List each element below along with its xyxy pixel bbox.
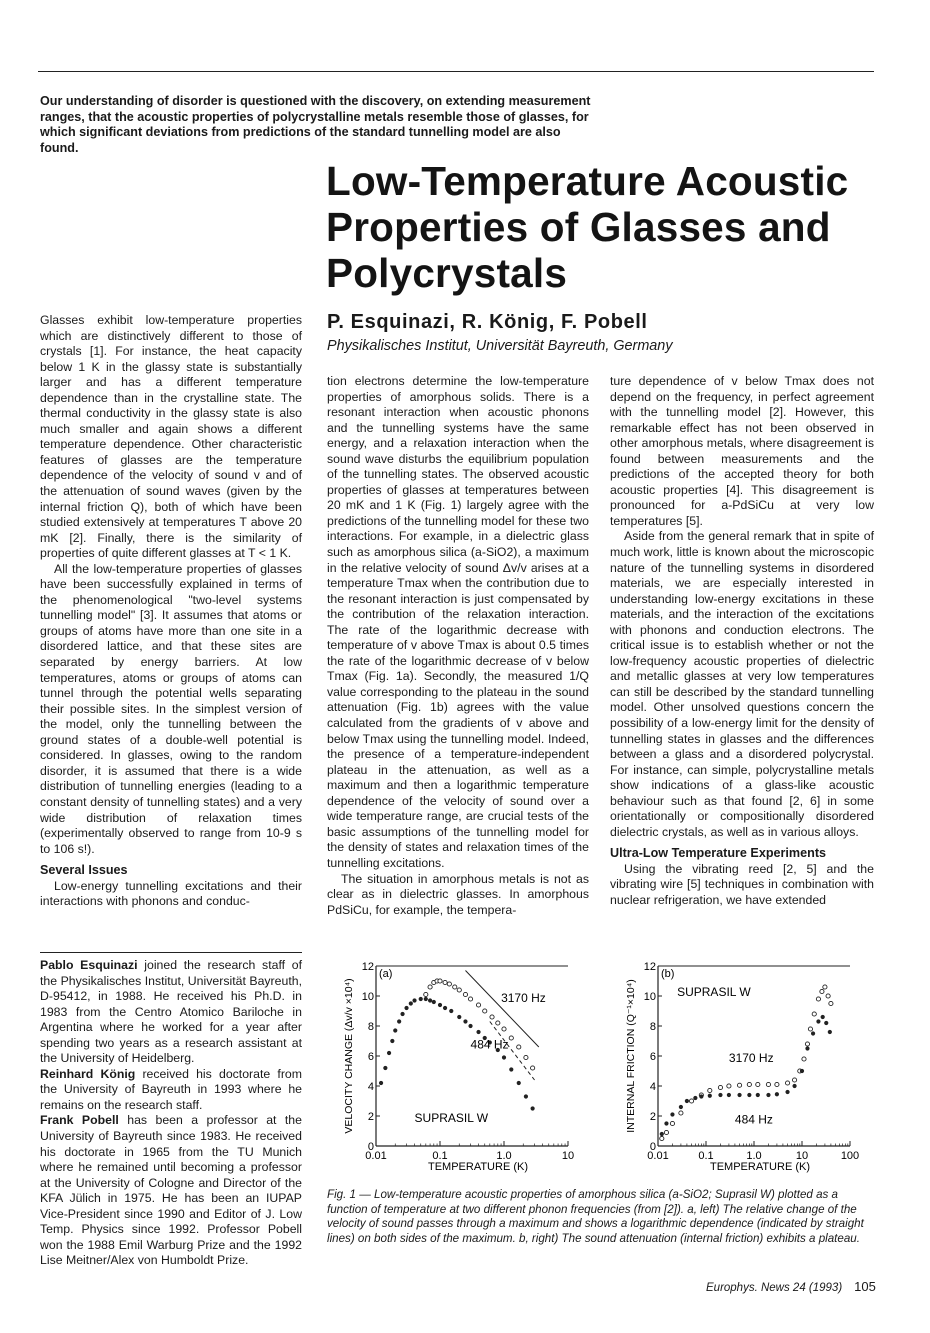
column-2 [327,374,589,918]
y-tick-label: 6 [367,1051,374,1063]
data-point-484hz [443,1006,447,1010]
data-point-484hz [811,1031,815,1035]
data-point-3170hz [453,985,457,989]
x-tick-label: 0.1 [432,1150,448,1162]
data-point-484hz [766,1093,770,1097]
column-3 [610,374,874,909]
data-point-3170hz [443,980,447,984]
data-point-484hz [670,1112,674,1116]
data-point-3170hz [531,1066,535,1070]
data-point-3170hz [664,1130,668,1134]
bio-esquinazi [40,958,302,1067]
data-point-3170hz [823,985,827,989]
data-point-3170hz [785,1081,789,1085]
x-tick-label: 10 [561,1150,575,1162]
x-axis-label: TEMPERATURE (K) [427,1161,529,1173]
bio-koenig [40,1067,302,1114]
data-point-3170hz [708,1088,712,1092]
x-tick-label: 10 [795,1150,809,1162]
paragraph: Aside from the general remark that in spite of much work, little is known about the microscopic nature of the tunnelling systems in disordered materials, we are especially interested in understanding low-energy excitations in these materials, and the interaction of the excitations with phonons and conduction electrons. The critical issue is to establish whether or not the low-frequency acoustic properties of dielectric and metallic glasses at very low temperatures can still be described by the standard tunnelling model. Other unsolved questions concern the possibility of a low-energy limit for the density of tunnelling states in glasses and the differences between a glass and a disordered polycrystal. For instance, can simple, polycrystalline metals show indications of a glass-like acoustic behaviour such as that found [2, 6] in some orientationally or compositionally disordered dielectric crystals, as well as in various alloys. [610,529,874,839]
data-point-484hz [393,1028,397,1032]
data-point-484hz [438,1003,442,1007]
data-point-484hz [509,1067,513,1071]
data-point-484hz [737,1093,741,1097]
data-point-484hz [821,1015,825,1019]
data-point-484hz [419,997,423,1001]
data-point-484hz [805,1046,809,1050]
chart-annotation: SUPRASIL W [414,1111,489,1125]
bio-name: Reinhard König [40,1066,136,1081]
data-point-484hz [727,1093,731,1097]
paragraph: tion electrons determine the low-temperature properties of amorphous solids. There is a resonant interaction when acoustic phonons and the tunnelling systems have the same energy, and a relaxation interaction when the sound wave disturbs the equilibrium population of the tunnelling states. The observed acoustic properties of glasses at temperatures between 20 mK and 1 K (Fig. 1) largely agree with the predictions of the tunnelling model for these two interactions. For example, in a dielectric glass such as amorphous silica (a-SiO2), a maximum in the relative velocity of sound Δv/v arises at a temperature Tmax when the contribution due to the resonant interaction is just compensated by the contribution of the relaxation interaction. The rate of the logarithmic decrease with temperature of v above Tmax is about 0.5 times the rate of the logarithmic decrease of v below Tmax (Fig. 1a). Secondly, the measured 1/Q value corresponding to the plateau in the sound attenuation (Fig. 1b) agrees with the value calculated from the gradients of v above and below Tmax using the tunnelling model. Indeed, the presence of a temperature-independent plateau in the attenuation, as well as a maximum and then a logarithmic temperature dependence of the velocity of sound over a wide temperature range, are crucial tests of the basic assumptions of the tunnelling model for the density of states and relaxation times of the tunnelling excitations. [327,374,589,870]
data-point-484hz [409,1001,413,1005]
data-point-484hz [792,1084,796,1088]
data-point-484hz [463,1019,467,1023]
data-point-484hz [785,1090,789,1094]
data-point-3170hz [812,1012,816,1016]
chart-annotation: 3170 Hz [728,1051,774,1065]
data-point-3170hz [476,1003,480,1007]
y-tick-label: 10 [643,991,656,1003]
page-number: 105 [854,1279,876,1294]
y-axis-label: VELOCITY CHANGE (Δv/v ×10⁴) [343,978,355,1134]
bio-name: Pablo Esquinazi [40,958,138,972]
y-tick-label: 4 [367,1081,374,1093]
y-tick-label: 0 [649,1141,656,1153]
abstract: Our understanding of disorder is questioned with the discovery, on extending measurement ranges, that the acoustic properties of polycrystalline metals resemble those of glasses, for which significant deviations from predictions of the standard tunnelling model are also found. [40,94,591,155]
data-point-3170hz [483,1009,487,1013]
chart-annotation: 484 Hz [734,1112,773,1127]
data-point-3170hz [660,1136,664,1140]
data-point-484hz [775,1092,779,1096]
panel-label: (b) [661,968,675,980]
data-point-3170hz [463,992,467,996]
data-point-3170hz [766,1082,770,1086]
affiliation: Physikalisches Institut, Universität Bayreuth, Germany [327,338,673,354]
data-point-484hz [756,1093,760,1097]
data-point-484hz [685,1099,689,1103]
data-point-3170hz [805,1042,809,1046]
data-point-484hz [718,1093,722,1097]
data-point-3170hz [428,985,432,989]
data-point-3170hz [808,1027,812,1031]
data-point-3170hz [820,989,824,993]
data-point-3170hz [447,982,451,986]
y-axis-label: INTERNAL FRICTION (Q⁻¹×10⁴) [625,979,637,1133]
data-point-484hz [828,1030,832,1034]
paragraph: Low-energy tunnelling excitations and their interactions with phonons and conduc- [40,878,302,909]
data-point-484hz [449,1009,453,1013]
x-tick-label: 100 [840,1150,860,1162]
bio-name: Frank Pobell [40,1113,119,1128]
data-point-3170hz [826,994,830,998]
data-point-484hz [387,1051,391,1055]
data-point-484hz [502,1055,506,1059]
figure-caption: Fig. 1 — Low-temperature acoustic properties of amorphous silica (a-SiO2; Suprasil W) plotted as a function of temperature at two different phonon frequencies (from [2]). a, left) The relative change of the velocity of sound passes through a maximum and shows a logarithmic dependence (indicated by straight lines) on both sides of the maximum. b, right) The sound attenuation (internal friction) exhibits a plateau. [327,1188,864,1245]
data-point-3170hz [747,1082,751,1086]
y-tick-label: 8 [649,1021,656,1033]
paragraph: ture dependence of v below Tmax does not depend on the frequency, in perfect agreement with the tunnelling model [2]. However, this remarkable effect has not been observed in other amorphous metals, where disagreement is found between measurements and the predictions of the accepted theory for both acoustic properties [4]. This disagreement is pronounced for a-PdSiCu at very low temperatures [5]. [610,374,874,528]
data-point-3170hz [802,1057,806,1061]
y-tick-label: 0 [367,1141,374,1153]
data-point-484hz [383,1066,387,1070]
data-point-484hz [699,1094,703,1098]
data-point-484hz [708,1094,712,1098]
data-point-3170hz [517,1045,521,1049]
data-point-484hz [428,998,432,1002]
data-point-3170hz [718,1085,722,1089]
bio-divider [40,952,302,953]
data-point-484hz [468,1024,472,1028]
y-tick-label: 4 [649,1081,656,1093]
data-point-3170hz [502,1027,506,1031]
page-footer [706,1280,876,1295]
data-point-3170hz [438,979,442,983]
paragraph: The situation in amorphous metals is not as clear as in dielectric glasses. In amorphous PdSiCu, for example, the tempera- [327,871,589,917]
data-point-484hz [476,1030,480,1034]
data-point-484hz [432,1000,436,1004]
bio-text: received his doctorate from the University of Bayreuth in 1993 where he remains on the research staff. [40,1066,303,1112]
data-point-484hz [664,1121,668,1125]
data-point-484hz [660,1132,664,1136]
data-point-3170hz [689,1099,693,1103]
x-tick-label: 1.0 [496,1150,512,1162]
data-point-484hz [390,1039,394,1043]
x-tick-label: 1.0 [746,1150,762,1162]
y-tick-label: 10 [361,991,374,1003]
bio-text: has been a professor at the University of Bayreuth since 1983. He received his doctorate in 1965 from the TU Munich where he remained until becoming a professor at the University of Cologne and Director of the KFA Jülich in 1975. He has been an IUPAP Vice-President since 1990 and Editor of J. Low Temp. Physics since 1992. Professor Pobell won the 1988 Emil Warburg Prize and the 1992 Lise Meitner/Alex von Humboldt Prize. [40,1113,302,1268]
paragraph: All the low-temperature properties of glasses have been successfully explained in terms of the phenomenological "two-level systems tunnelling model" [3]. It assumes that atoms or groups of atoms have more than one site in a disordered lattice, and that these sites are separated by energy barriers. At low temperatures, atoms or groups of atoms can tunnel through the potential wells separating their possible sites. In the simplest version of the model, only the tunnelling between the ground states of a double-well potential is considered. In glasses, owing to the random disorder, it is assumed that there is a wide distribution of tunnelling energies (leading to a constant density of tunnelling states) and a very wide distribution of relaxation times (experimentally observed to range from 10-9 s to 106 s!). [40,561,302,856]
data-point-3170hz [829,1001,833,1005]
author-bios [40,958,302,1269]
data-point-484hz [412,998,416,1002]
data-point-3170hz [775,1082,779,1086]
data-point-484hz [824,1021,828,1025]
data-point-484hz [693,1096,697,1100]
chart-annotation: SUPRASIL W [677,985,751,999]
data-point-3170hz [679,1111,683,1115]
data-point-484hz [524,1094,528,1098]
journal-ref: Europhys. News 24 (1993) [706,1282,843,1294]
data-point-484hz [400,1012,404,1016]
data-point-3170hz [737,1083,741,1087]
data-point-3170hz [792,1078,796,1082]
y-tick-label: 6 [649,1051,656,1063]
section-heading: Several Issues [40,863,128,878]
panel-label: (a) [379,968,393,980]
y-tick-label: 8 [367,1021,374,1033]
figure-1a-velocity-chart [336,958,596,1180]
data-point-3170hz [424,992,428,996]
y-tick-label: 12 [643,961,656,973]
data-point-3170hz [524,1055,528,1059]
bio-text: joined the research staff of the Physikalisches Institut, Universität Bayreuth, D-95412, in 1988. He received his Ph.D. in 1983 from the Centro Atomico Bariloche in Argentina where he worked for a year after spending two years as a research assistant at the University of Heidelberg. [40,958,302,1066]
data-point-484hz [397,1019,401,1023]
y-tick-label: 12 [361,961,374,973]
y-tick-label: 2 [649,1111,656,1123]
data-point-484hz [816,1019,820,1023]
chart-annotation: 484 Hz [470,1037,509,1052]
article-title: Low-Temperature Acoustic Properties of Glasses and Polycrystals [326,158,849,296]
y-tick-label: 2 [367,1111,374,1123]
data-point-484hz [679,1105,683,1109]
data-point-3170hz [816,997,820,1001]
x-axis-label: TEMPERATURE (K) [709,1161,811,1173]
data-point-3170hz [756,1082,760,1086]
data-point-3170hz [490,1015,494,1019]
data-point-484hz [457,1015,461,1019]
data-point-484hz [531,1106,535,1110]
data-point-3170hz [727,1084,731,1088]
paragraph: Glasses exhibit low-temperature properties which are distinctively different to those of crystals [1]. For instance, the heat capacity below 1 K in the glassy state is substantially larger and has a different temperature dependence than in the crystalline state. The thermal conductivity in the glassy state is also much smaller and again shows a different temperature dependence. Other characteristic features of glasses are the temperature dependence of the velocity of sound v and of the attenuation of sound waves (given by the internal friction Q), both of which have been studied extensively at temperatures T above 20 mK [2]. Finally, there is the similarity of properties of quite different glasses at T < 1 K. [40,313,302,561]
data-point-3170hz [496,1021,500,1025]
data-point-484hz [379,1081,383,1085]
chart-annotation: 3170 Hz [501,991,546,1005]
data-point-3170hz [468,997,472,1001]
data-point-484hz [404,1006,408,1010]
top-rule [38,71,874,72]
column-1 [40,313,302,910]
authors: P. Esquinazi, R. König, F. Pobell [327,311,648,333]
figure-1b-friction-chart [616,958,878,1180]
data-point-484hz [747,1093,751,1097]
section-heading: Ultra-Low Temperature Experiments [610,846,827,861]
paragraph: Using the vibrating reed [2, 5] and the vibrating wire [5] techniques in combination with nuclear refrigeration, we have extended [610,861,874,907]
bio-pobell [40,1113,302,1268]
data-point-3170hz [670,1121,674,1125]
x-tick-label: 0.01 [365,1150,387,1162]
x-tick-label: 0.01 [647,1150,669,1162]
data-point-484hz [424,997,428,1001]
data-point-3170hz [509,1036,513,1040]
trend-line [465,971,538,1048]
data-point-484hz [517,1081,521,1085]
x-tick-label: 0.1 [698,1150,714,1162]
data-point-484hz [800,1069,804,1073]
data-point-3170hz [457,988,461,992]
